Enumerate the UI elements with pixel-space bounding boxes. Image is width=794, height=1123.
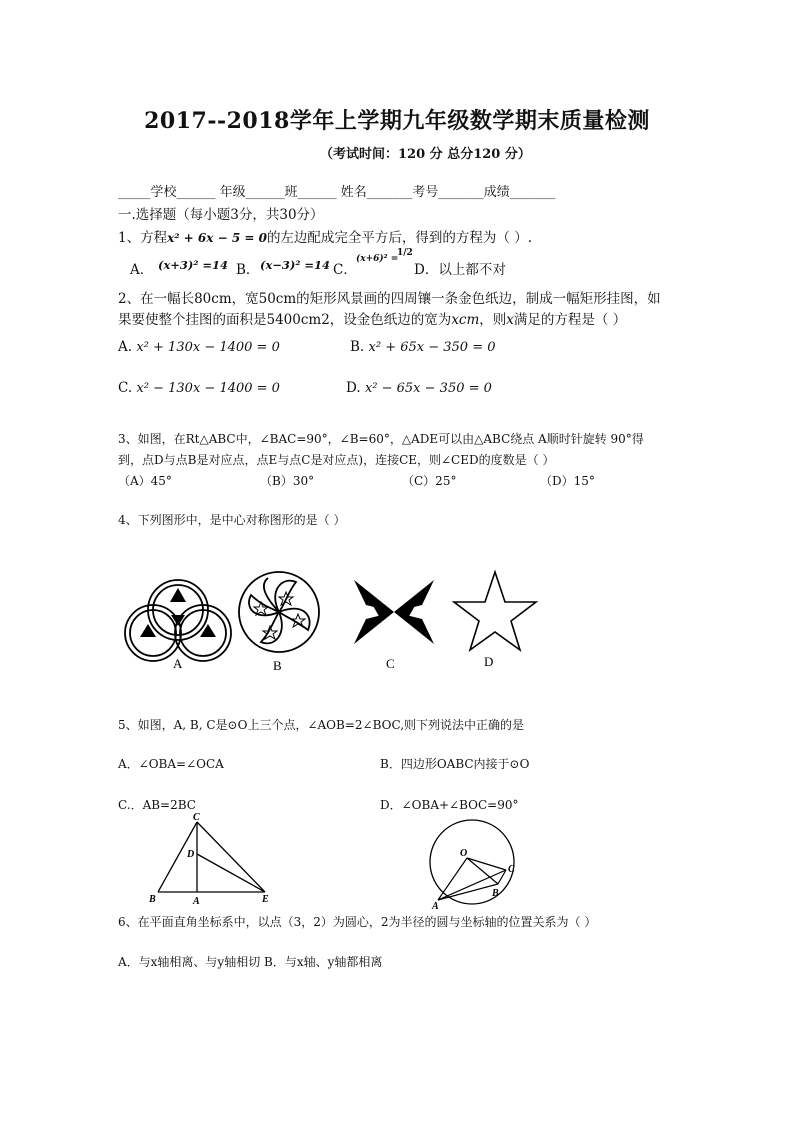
- student-info-line: _____学校______ 年级______班______ 姓名_______考号_______成绩_______: [118, 185, 556, 200]
- q3-line-de: [197, 854, 265, 892]
- q1-option-d: D．以上都不对: [414, 262, 506, 278]
- q6-options: A．与x轴相离、与y轴相切 B．与x轴、y轴都相离: [118, 955, 383, 969]
- question-3-line2: 到，点D与点B是对应点，点E与点C是对应点)，连接CE，则∠CED的度数是（ ）: [118, 453, 555, 467]
- question-5: 5、如图，A, B, C是⊙O上三个点，∠AOB=2∠BOC,则下列说法中正确的是: [118, 718, 525, 732]
- section-heading: 一.选择题（每小题3分，共30分）: [118, 207, 324, 223]
- q3-option-c: （C）25°: [402, 474, 457, 488]
- figure-b-flower: [239, 572, 319, 652]
- q3-figure: [140, 810, 285, 905]
- q5-line-oc: [467, 858, 506, 870]
- q2-option-b: [350, 339, 496, 355]
- q3-fig-label-b: B: [149, 894, 156, 905]
- exam-subtitle: （考试时间：120 分 总分120 分）: [320, 147, 531, 162]
- q2-option-a-eq: x² + 130x − 1400 = 0: [136, 340, 280, 355]
- q2-option-c-eq: x² − 130x − 1400 = 0: [136, 381, 280, 396]
- q3-fig-label-e: E: [262, 894, 269, 905]
- q4-figures: [118, 560, 558, 675]
- q5-fig-label-b: B: [492, 888, 499, 899]
- question-1: [118, 226, 532, 246]
- question-3-line1: 3、如图，在Rt△ABC中，∠BAC=90°，∠B=60°，△ADE可以由△ABC绕点 A顺时针旋转 90°得: [118, 432, 644, 446]
- q2-option-c: [118, 380, 280, 396]
- figure-c-kites: [354, 580, 434, 644]
- question-2-line2: [118, 308, 626, 328]
- q2-option-d: [346, 380, 492, 396]
- q3-option-d: （D）15°: [540, 474, 595, 488]
- q3-fig-label-c: C: [193, 812, 200, 823]
- q1-prefix: 1、方程: [118, 230, 168, 246]
- q2-option-d-eq: x² − 65x − 350 = 0: [364, 381, 492, 396]
- figure-a-label: A: [173, 656, 183, 671]
- q5-option-a: A．∠OBA=∠OCA: [118, 757, 224, 771]
- q1-option-c-fraction: 1/2: [397, 248, 413, 258]
- q5-option-b: B．四边形OABC内接于⊙O: [380, 757, 530, 771]
- q2-option-d-label: D.: [346, 380, 361, 396]
- q1-equation: x² + 6x − 5 = 0: [167, 231, 267, 245]
- q1-suffix: 的左边配成完全平方后，得到的方程为（ ）.: [266, 230, 533, 246]
- q3-fig-label-d: D: [187, 849, 195, 860]
- exam-title: 2017--2018学年上学期九年级数学期末质量检测: [144, 108, 650, 134]
- figure-d-star: [454, 572, 536, 650]
- q2-var-x: x: [506, 312, 514, 328]
- q5-option-c: C.．AB=2BC: [118, 798, 196, 812]
- q3-option-b: （B）30°: [260, 474, 315, 488]
- q2-option-b-eq: x² + 65x − 350 = 0: [368, 340, 496, 355]
- q5-fig-label-c: C: [508, 864, 515, 875]
- q1-option-a-label: A．: [130, 262, 154, 278]
- question-6: 6、在平面直角坐标系中，以点（3，2）为圆心，2为半径的圆与坐标轴的位置关系为（ ）: [118, 915, 597, 929]
- q3-option-a: （A）45°: [118, 474, 172, 488]
- question-4: 4、下列图形中，是中心对称图形的是（ ）: [118, 513, 346, 527]
- q2-line2a: 果要使整个挂图的面积是5400cm2，设金色纸边的宽为: [118, 312, 452, 328]
- q3-line-ce: [197, 822, 265, 892]
- figure-c-label: C: [386, 656, 395, 671]
- q2-option-a-label: A.: [118, 339, 133, 355]
- q2-option-c-label: C.: [118, 380, 133, 396]
- figure-b-label: B: [273, 658, 282, 673]
- q2-option-b-label: B.: [350, 339, 365, 355]
- q5-fig-label-o: O: [460, 848, 468, 859]
- q2-line2c: 满足的方程是（ ）: [513, 312, 627, 328]
- figure-d-label: D: [484, 654, 494, 669]
- q5-fig-label-a: A: [432, 901, 439, 910]
- q5-option-d: D．∠OBA+∠BOC=90°: [380, 798, 519, 812]
- q2-option-a: [118, 339, 280, 355]
- q1-option-c-label: C．: [333, 262, 357, 278]
- q1-option-b: (x−3)² =14: [260, 258, 331, 272]
- q5-figure: [420, 818, 530, 910]
- q1-option-c: (x+6)² =: [356, 254, 399, 264]
- q2-line2b: ，则: [479, 312, 507, 328]
- q2-var-xcm: xcm: [451, 312, 480, 328]
- q1-option-b-label: B．: [236, 262, 260, 278]
- q3-fig-label-a: A: [193, 896, 200, 905]
- question-2-line1: 2、在一幅长80cm，宽50cm的矩形风景画的四周镶一条金色纸边，制成一幅矩形挂图，如: [118, 291, 661, 307]
- q1-option-a: (x+3)² =14: [158, 258, 229, 272]
- figure-a-triangle-top: [170, 588, 186, 602]
